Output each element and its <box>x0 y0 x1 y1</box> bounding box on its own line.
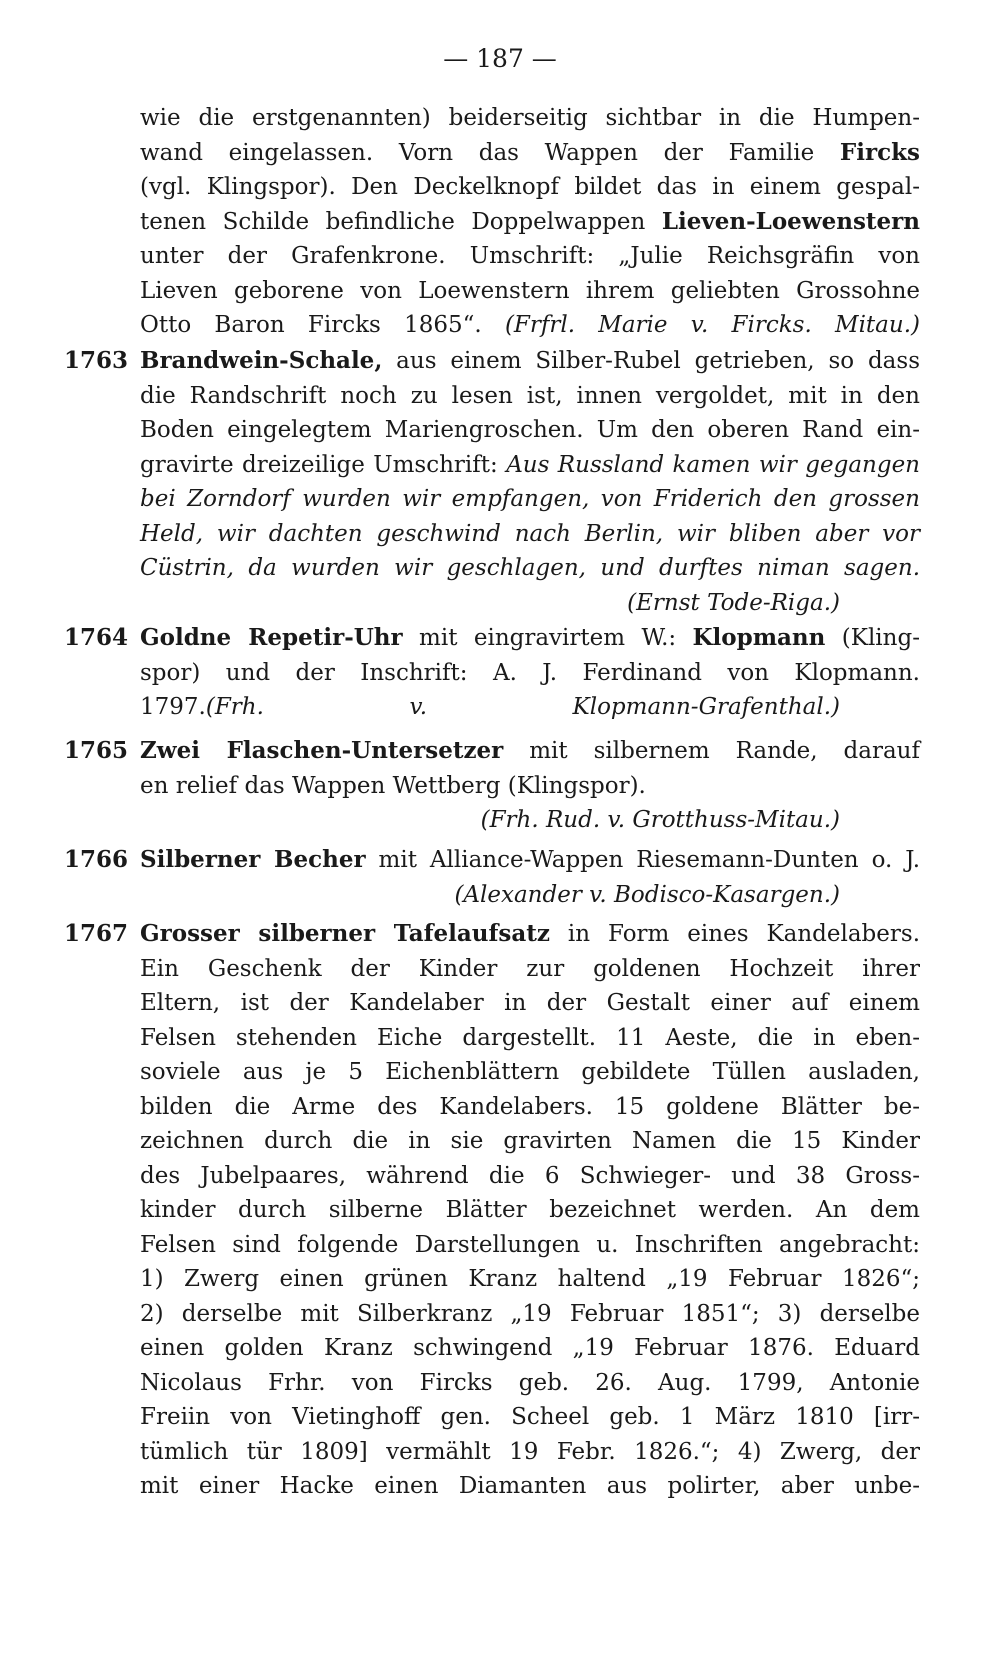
text-line <box>140 517 920 552</box>
text-run: wand eingelassen. Vorn das Wappen der Familie <box>140 139 840 166</box>
page-number: — 187 — <box>443 44 557 73</box>
italic-run: bei Zorndorf wurden wir empfangen, von Friderich den grossen <box>140 486 920 512</box>
text-line <box>140 1435 920 1470</box>
text-line <box>140 1331 920 1366</box>
catalog-entry-1763 <box>64 344 920 620</box>
text-line <box>140 656 920 691</box>
text-run: kinder durch silberne Blätter bezeichnet werden. An dem <box>140 1197 920 1223</box>
text-line <box>140 1228 920 1263</box>
text-run: bilden die Arme des Kandelabers. 15 goldene Blätter be- <box>140 1093 920 1120</box>
text-run: Nicolaus Frhr. von Fircks geb. 26. Aug. 1799, Antonie <box>140 1369 920 1396</box>
text-line <box>140 1193 920 1228</box>
text-line <box>140 690 920 725</box>
text-line <box>140 308 920 343</box>
text-run: aus einem Silber-Rubel getrieben, so dass <box>382 348 920 374</box>
text-line <box>140 379 920 414</box>
entry-source: (Ernst Tode-Riga.) <box>627 589 840 616</box>
continuation-paragraph <box>140 101 920 343</box>
text-line <box>140 917 920 952</box>
entry-number: 1767 <box>64 920 129 947</box>
text-run: unter der Grafenkrone. Umschrift: „Julie Reichsgräfin von <box>140 243 920 269</box>
text-run: (Kling- <box>825 625 920 651</box>
text-run: zeichnen durch die in sie gravirten Namen die 15 Kinder <box>140 1128 920 1154</box>
text-run: gravirte dreizeilige Umschrift: <box>140 451 507 478</box>
text-run: des Jubelpaares, während die 6 Schwieger- und 38 Gross- <box>140 1162 920 1189</box>
catalog-entry-1766 <box>64 843 920 912</box>
text-line <box>140 1021 920 1056</box>
text-line <box>140 551 920 586</box>
italic-run: Held, wir dachten geschwind nach Berlin, wir bliben aber vor <box>140 520 920 547</box>
text-run: (vgl. Klingspor). Den Deckelknopf bildet das in einem gespal- <box>140 174 920 200</box>
text-line <box>140 448 920 483</box>
italic-run: (Frfrl. Marie v. Fircks. Mitau.) <box>504 312 920 338</box>
text-run: tümlich tür 1809] vermählt 19 Febr. 1826.“; 4) Zwerg, der <box>140 1438 920 1465</box>
catalog-entry-1764 <box>64 621 920 725</box>
text-run: Felsen stehenden Eiche dargestellt. 11 Aeste, die in eben- <box>140 1024 920 1051</box>
continuation-text <box>140 101 920 343</box>
bold-heading: Silberner Becher <box>140 846 366 873</box>
text-line <box>140 1159 920 1194</box>
text-run: Felsen sind folgende Darstellungen u. Inschriften angebracht: <box>140 1231 920 1258</box>
bold-heading: Brandwein-Schale, <box>140 347 383 374</box>
text-run: Lieven geborene von Loewenstern ihrem geliebten Grossohne <box>140 277 920 304</box>
bold-heading: Grosser silberner Tafelaufsatz <box>140 920 550 947</box>
text-run: soviele aus je 5 Eichenblättern gebildete Tüllen ausladen, <box>140 1059 920 1085</box>
entry-text <box>140 734 920 803</box>
bold-heading: Klopmann <box>692 624 826 651</box>
catalog-entry-1765 <box>64 734 920 838</box>
text-line <box>140 1055 920 1090</box>
entry-text <box>140 843 920 878</box>
entry-source: (Frh. Rud. v. Grotthuss-Mitau.) <box>480 807 840 833</box>
text-line <box>140 769 920 804</box>
text-run: Otto Baron Fircks 1865“. <box>140 312 505 338</box>
entry-number: 1766 <box>64 846 129 873</box>
italic-run: (Frh. v. Klopmann-Grafenthal.) <box>205 694 840 720</box>
text-run: mit Alliance-Wappen Riesemann-Dunten o. J. <box>365 847 921 873</box>
text-line <box>140 170 920 205</box>
catalog-entry-1767 <box>64 917 920 1504</box>
bold-heading: Goldne Repetir-Uhr <box>140 624 403 651</box>
text-run: wie die erstgenannten) beiderseitig sichtbar in die Humpen- <box>140 105 920 131</box>
text-run: tenen Schilde befindliche Doppelwappen <box>140 208 662 235</box>
bold-heading: Fircks <box>839 138 920 166</box>
text-run: 1) Zwerg einen grünen Kranz haltend „19 Februar 1826“; <box>140 1266 920 1292</box>
entry-text <box>140 621 920 725</box>
text-line <box>140 274 920 309</box>
text-line <box>140 1262 920 1297</box>
bold-heading: Zwei Flaschen-Untersetzer <box>140 737 504 764</box>
text-run: 1797. <box>140 694 206 720</box>
text-run: mit eingravirtem W.: <box>402 625 693 651</box>
text-line <box>140 239 920 274</box>
italic-run: Aus Russland kamen wir gegangen <box>506 451 920 478</box>
text-run: mit silbernem Rande, darauf <box>503 738 921 764</box>
text-line <box>140 1469 920 1504</box>
italic-run: Cüstrin, da wurden wir geschlagen, und durftes niman sagen. <box>140 555 920 581</box>
text-line <box>140 986 920 1021</box>
text-run: einen golden Kranz schwingend „19 Februar 1876. Eduard <box>140 1335 920 1361</box>
text-line <box>140 136 920 171</box>
text-line <box>140 482 920 517</box>
bold-heading: Lieven-Loewenstern <box>661 207 920 235</box>
text-run: en relief das Wappen Wettberg (Klingspor). <box>140 772 646 799</box>
text-run: in Form eines Kandelabers. <box>549 921 920 947</box>
text-run: 2) derselbe mit Silberkranz „19 Februar 1851“; 3) derselbe <box>140 1300 920 1327</box>
text-line <box>140 413 920 448</box>
text-line <box>140 1400 920 1435</box>
text-line <box>140 205 920 240</box>
text-line <box>140 1124 920 1159</box>
text-line <box>140 1297 920 1332</box>
entry-number: 1765 <box>64 737 129 764</box>
entry-number: 1763 <box>64 347 129 374</box>
text-run: Ein Geschenk der Kinder zur goldenen Hochzeit ihrer <box>140 955 920 982</box>
text-line <box>140 952 920 987</box>
text-line <box>140 344 920 379</box>
entry-source: (Alexander v. Bodisco-Kasargen.) <box>454 881 840 908</box>
text-run: Freiin von Vietinghoff gen. Scheel geb. 1 März 1810 [irr- <box>140 1404 920 1430</box>
text-run: die Randschrift noch zu lesen ist, innen vergoldet, mit in den <box>140 382 920 409</box>
text-run: Eltern, ist der Kandelaber in der Gestalt einer auf einem <box>140 990 920 1016</box>
text-run: Boden eingelegtem Mariengroschen. Um den oberen Rand ein- <box>140 417 920 443</box>
entry-number: 1764 <box>64 624 129 651</box>
text-line <box>140 734 920 769</box>
text-line <box>140 101 920 136</box>
text-run: spor) und der Inschrift: A. J. Ferdinand von Klopmann. <box>140 659 920 686</box>
entry-text <box>140 917 920 1504</box>
text-line <box>140 1090 920 1125</box>
text-run: mit einer Hacke einen Diamanten aus polirter, aber unbe- <box>140 1473 920 1499</box>
text-line <box>140 621 920 656</box>
entry-text <box>140 344 920 586</box>
text-line <box>140 843 920 878</box>
text-line <box>140 1366 920 1401</box>
